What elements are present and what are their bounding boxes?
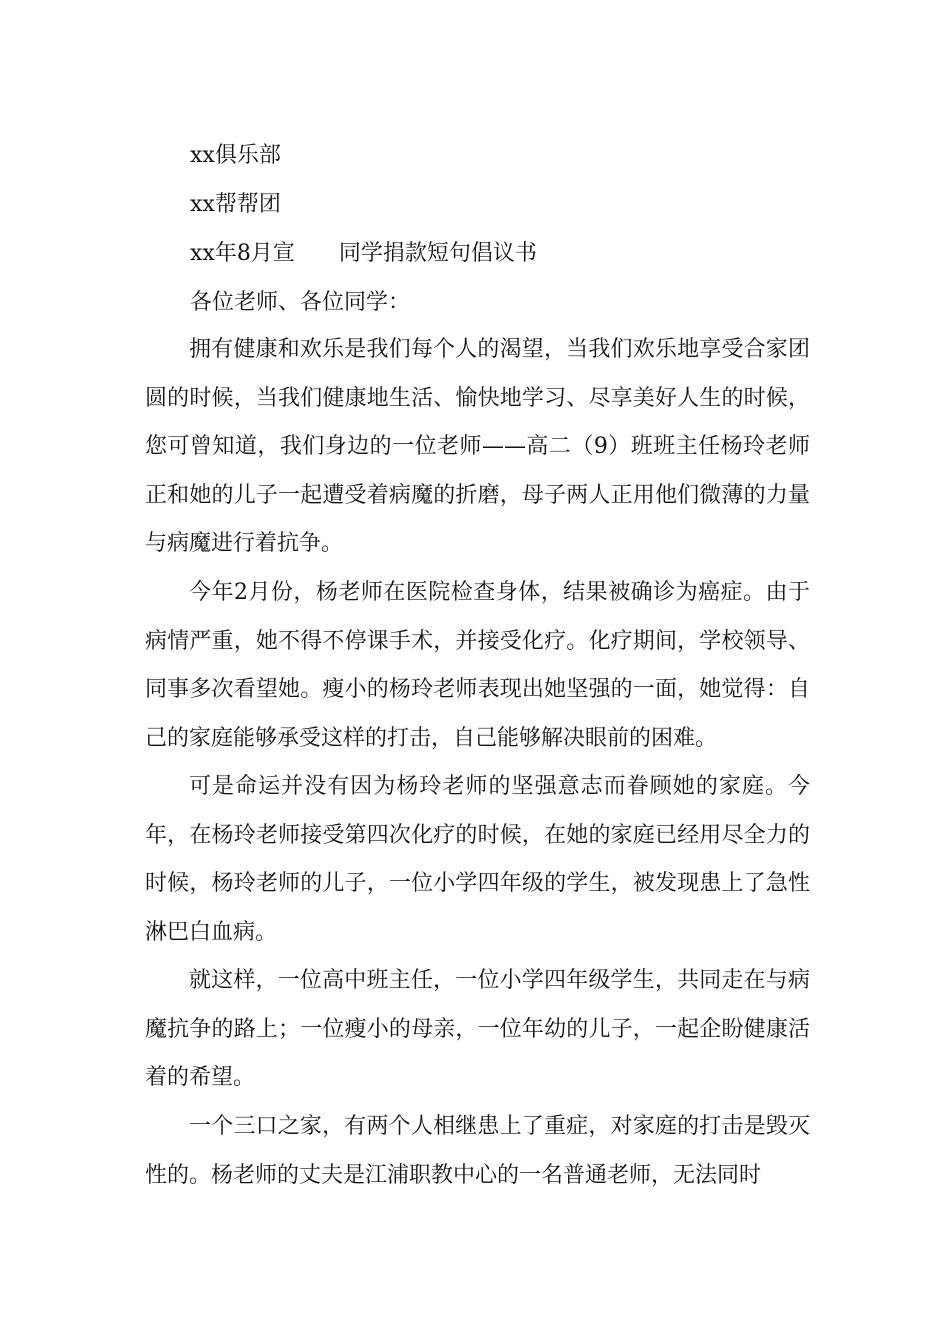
paragraph-3: 可是命运并没有因为杨玲老师的坚强意志而眷顾她的家庭。今年，在杨玲老师接受第四次化疗的时候，在她的家庭已经用尽全力的时候，杨玲老师的儿子，一位小学四年级的学生，被发现患上了急性淋巴白血病。 [145, 774, 810, 945]
document-title: 同学捐款短句倡议书 [338, 241, 537, 266]
paragraph-5: 一个三口之家，有两个人相继患上了重症，对家庭的打击是毁灭性的。杨老师的丈夫是江浦职教中心的一名普通老师，无法同时 [145, 1114, 810, 1188]
paragraph-2: 今年2月份，杨老师在医院检查身体，结果被确诊为癌症。由于病情严重，她不得不停课手术，并接受化疗。化疗期间，学校领导、同事多次看望她。瘦小的杨玲老师表现出她坚强的一面，她觉得：自己的家庭能够承受这样的打击，自己能够解决眼前的困难。 [145, 580, 810, 751]
group-line: xx帮帮团 [190, 192, 281, 217]
club-line: xx俱乐部 [190, 143, 281, 168]
salutation: 各位老师、各位同学： [190, 290, 411, 315]
paragraph-4: 就这样，一位高中班主任，一位小学四年级学生，共同走在与病魔抗争的路上；一位瘦小的母亲，一位年幼的儿子，一起企盼健康活着的希望。 [145, 968, 810, 1091]
paragraph-1: 拥有健康和欢乐是我们每个人的渴望，当我们欢乐地享受合家团圆的时候，当我们健康地生活、愉快地学习、尽享美好人生的时候，您可曾知道，我们身边的一位老师——高二（9）班班主任杨玲老师正和她的儿子一起遭受着病魔的折磨，母子两人正用他们微薄的力量与病魔进行着抗争。 [145, 337, 810, 557]
date-title-line [190, 236, 537, 267]
date-text: xx年8月宣 [190, 241, 295, 266]
